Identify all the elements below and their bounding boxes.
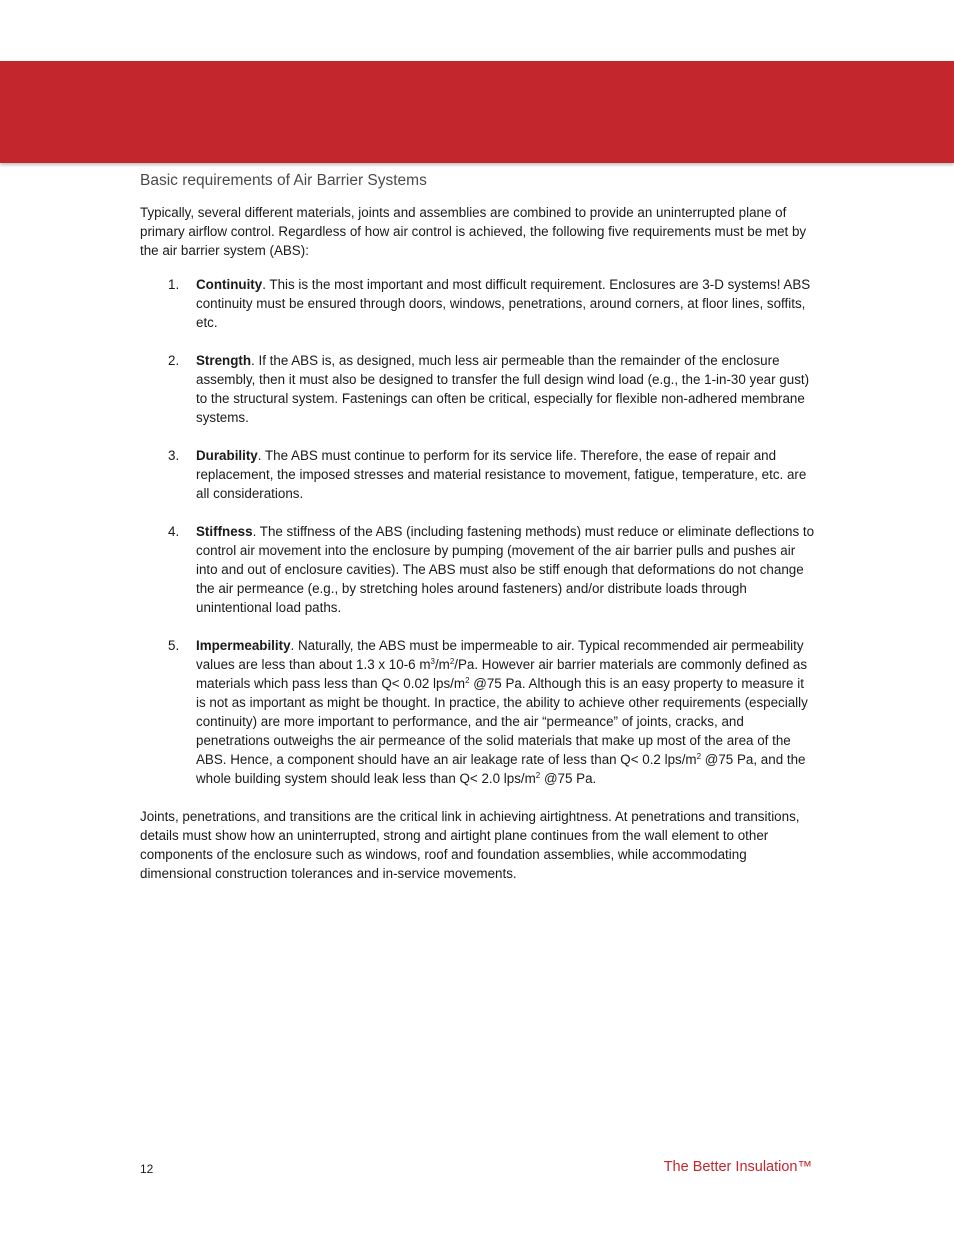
page-content (140, 170, 815, 883)
requirement-term: Continuity (196, 277, 263, 292)
requirement-term: Strength (196, 353, 252, 368)
list-item (140, 446, 815, 503)
list-item (140, 522, 815, 617)
list-number: 1. (168, 277, 180, 292)
list-number: 3. (168, 448, 180, 463)
requirement-text: . The ABS must continue to perform for its service life. Therefore, the ease of repair and replacement, the imposed stresses and material resistance to movement, fatigue, temperature, etc. are all considerations. (196, 448, 807, 501)
list-item (140, 351, 815, 427)
requirement-text: . The stiffness of the ABS (including fastening methods) must reduce or eliminate deflections to control air movement into the enclosure by pumping (movement of the air barrier pulls and pushes air into and out of enclosure cavities). The ABS must also be stiff enough that deformations do not change the air permeance (e.g., by stretching holes around fasteners) and/or distribute loads through unintentional load paths. (196, 524, 815, 615)
closing-paragraph: Joints, penetrations, and transitions are the critical link in achieving airtightness. At penetrations and transitions, details must show how an uninterrupted, strong and airtight plane continues from the wall element to other components of the enclosure such as windows, roof and foundation assemblies, while accommodating dimensional construction tolerances and in-service movements. (140, 809, 800, 881)
requirement-text: . This is the most important and most difficult requirement. Enclosures are 3-D systems! ABS continuity must be ensured through doors, windows, penetrations, around corners, at floor lines, soffits, etc. (196, 277, 811, 330)
superscript: 2 (449, 657, 455, 666)
requirement-text: @75 Pa. (540, 771, 597, 786)
requirement-text: /m (434, 657, 450, 672)
page-number: 12 (140, 1162, 154, 1176)
requirement-term: Durability (196, 448, 258, 463)
list-item (140, 636, 815, 788)
superscript: 2 (696, 752, 702, 761)
requirement-text: @75 Pa, and the whole building system should leak less than Q< 2.0 lps/m (196, 752, 806, 786)
requirement-text: . Naturally, the ABS must be impermeable to air. Typical recommended air permeability values are less than about 1.3 x 10-6 m (196, 638, 804, 672)
superscript: 2 (535, 771, 541, 780)
header-band (0, 61, 954, 163)
footer-brand: The Better Insulation™ (663, 1159, 812, 1175)
requirement-term: Stiffness (196, 524, 253, 539)
requirement-text: . If the ABS is, as designed, much less air permeable than the remainder of the enclosure assembly, then it must also be designed to transfer the full design wind load (e.g., the 1-in-30 year gust) to the structural system. Fastenings can often be critical, especially for flexible non-adhered membrane systems. (196, 353, 810, 425)
requirements-list (140, 275, 815, 788)
superscript: 3 (430, 657, 435, 666)
list-item (140, 275, 815, 332)
requirement-text: /Pa. However air barrier materials are commonly defined as materials which pass less than Q< 0.02 lps/m (196, 657, 808, 691)
intro-paragraph: Typically, several different materials, joints and assemblies are combined to provide an uninterrupted plane of primary airflow control. Regardless of how air control is achieved, the following five requirements must be met by the air barrier system (ABS): (140, 205, 807, 258)
list-number: 4. (168, 524, 180, 539)
requirement-term: Impermeability (196, 638, 291, 653)
requirement-text: @75 Pa. Although this is an easy property to measure it is not as important as might be thought. In practice, the ability to achieve other requirements (especially continuity) are more important to performance, and the air “permeance” of joints, cracks, and penetrations outweighs the air permeance of the solid materials that make up most of the area of the ABS. Hence, a component should have an air leakage rate of less than Q< 0.2 lps/m (196, 676, 808, 767)
superscript: 2 (465, 676, 470, 685)
list-number: 5. (168, 638, 180, 653)
section-title: Basic requirements of Air Barrier Systems (140, 172, 427, 189)
list-number: 2. (168, 353, 180, 368)
